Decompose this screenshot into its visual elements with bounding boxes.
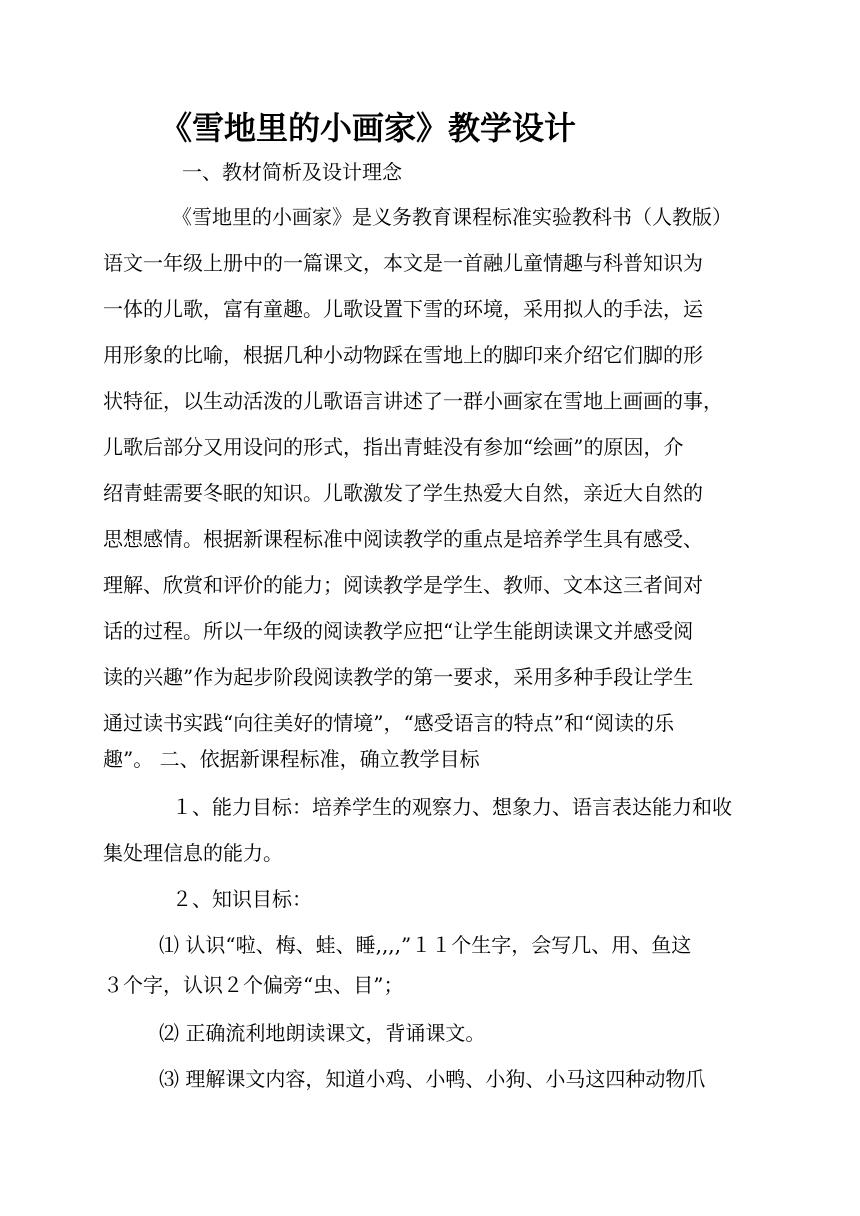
- paragraph-line: 通过读书实践“向往美好的情境”，“感受语言的特点”和“阅读的乐: [103, 711, 675, 735]
- list-item: ３个字，认识２个偏旁“虫、目”；: [103, 973, 404, 997]
- paragraph-line: 趣”。 二、依据新课程标准，确立教学目标: [103, 747, 480, 771]
- section-heading: 一、教材简析及设计理念: [182, 160, 402, 184]
- paragraph-line: 话的过程。所以一年级的阅读教学应把“让学生能朗读课文并感受阅: [103, 619, 694, 643]
- document-title: 《雪地里的小画家》教学设计: [160, 109, 577, 147]
- paragraph-line: 《雪地里的小画家》是义务教育课程标准实验教科书（人教版）: [172, 205, 732, 229]
- goal-line: 集处理信息的能力。: [103, 841, 283, 865]
- list-item: ⑶ 理解课文内容，知道小鸡、小鸭、小狗、小马这四种动物爪: [159, 1067, 706, 1091]
- paragraph-line: 儿歌后部分又用设问的形式，指出青蛙没有参加“绘画”的原因，介: [103, 435, 684, 459]
- goal-heading: ２、知识目标：: [172, 887, 312, 911]
- paragraph-line: 读的兴趣”作为起步阶段阅读教学的第一要求，采用多种手段让学生: [103, 665, 694, 689]
- paragraph-line: 思想感情。根据新课程标准中阅读教学的重点是培养学生具有感受、: [103, 527, 703, 551]
- list-item: ⑵ 正确流利地朗读课文，背诵课文。: [159, 1021, 486, 1045]
- paragraph-line: 状特征，以生动活泼的儿歌语言讲述了一群小画家在雪地上画画的事，: [103, 389, 723, 413]
- paragraph-line: 一体的儿歌，富有童趣。儿歌设置下雪的环境，采用拟人的手法，运: [103, 297, 703, 321]
- paragraph-line: 理解、欣赏和评价的能力；阅读教学是学生、教师、文本这三者间对: [103, 573, 703, 597]
- paragraph-line: 语文一年级上册中的一篇课文，本文是一首融儿童情趣与科普知识为: [103, 251, 703, 275]
- list-item: ⑴ 认识“啦、梅、蛙、睡,,,,”１１个生字，会写几、用、鱼这: [159, 933, 692, 957]
- paragraph-line: 绍青蛙需要冬眠的知识。儿歌激发了学生热爱大自然，亲近大自然的: [103, 481, 703, 505]
- goal-line: １、能力目标：培养学生的观察力、想象力、语言表达能力和收: [172, 795, 732, 819]
- paragraph-line: 用形象的比喻，根据几种小动物踩在雪地上的脚印来介绍它们脚的形: [103, 343, 703, 367]
